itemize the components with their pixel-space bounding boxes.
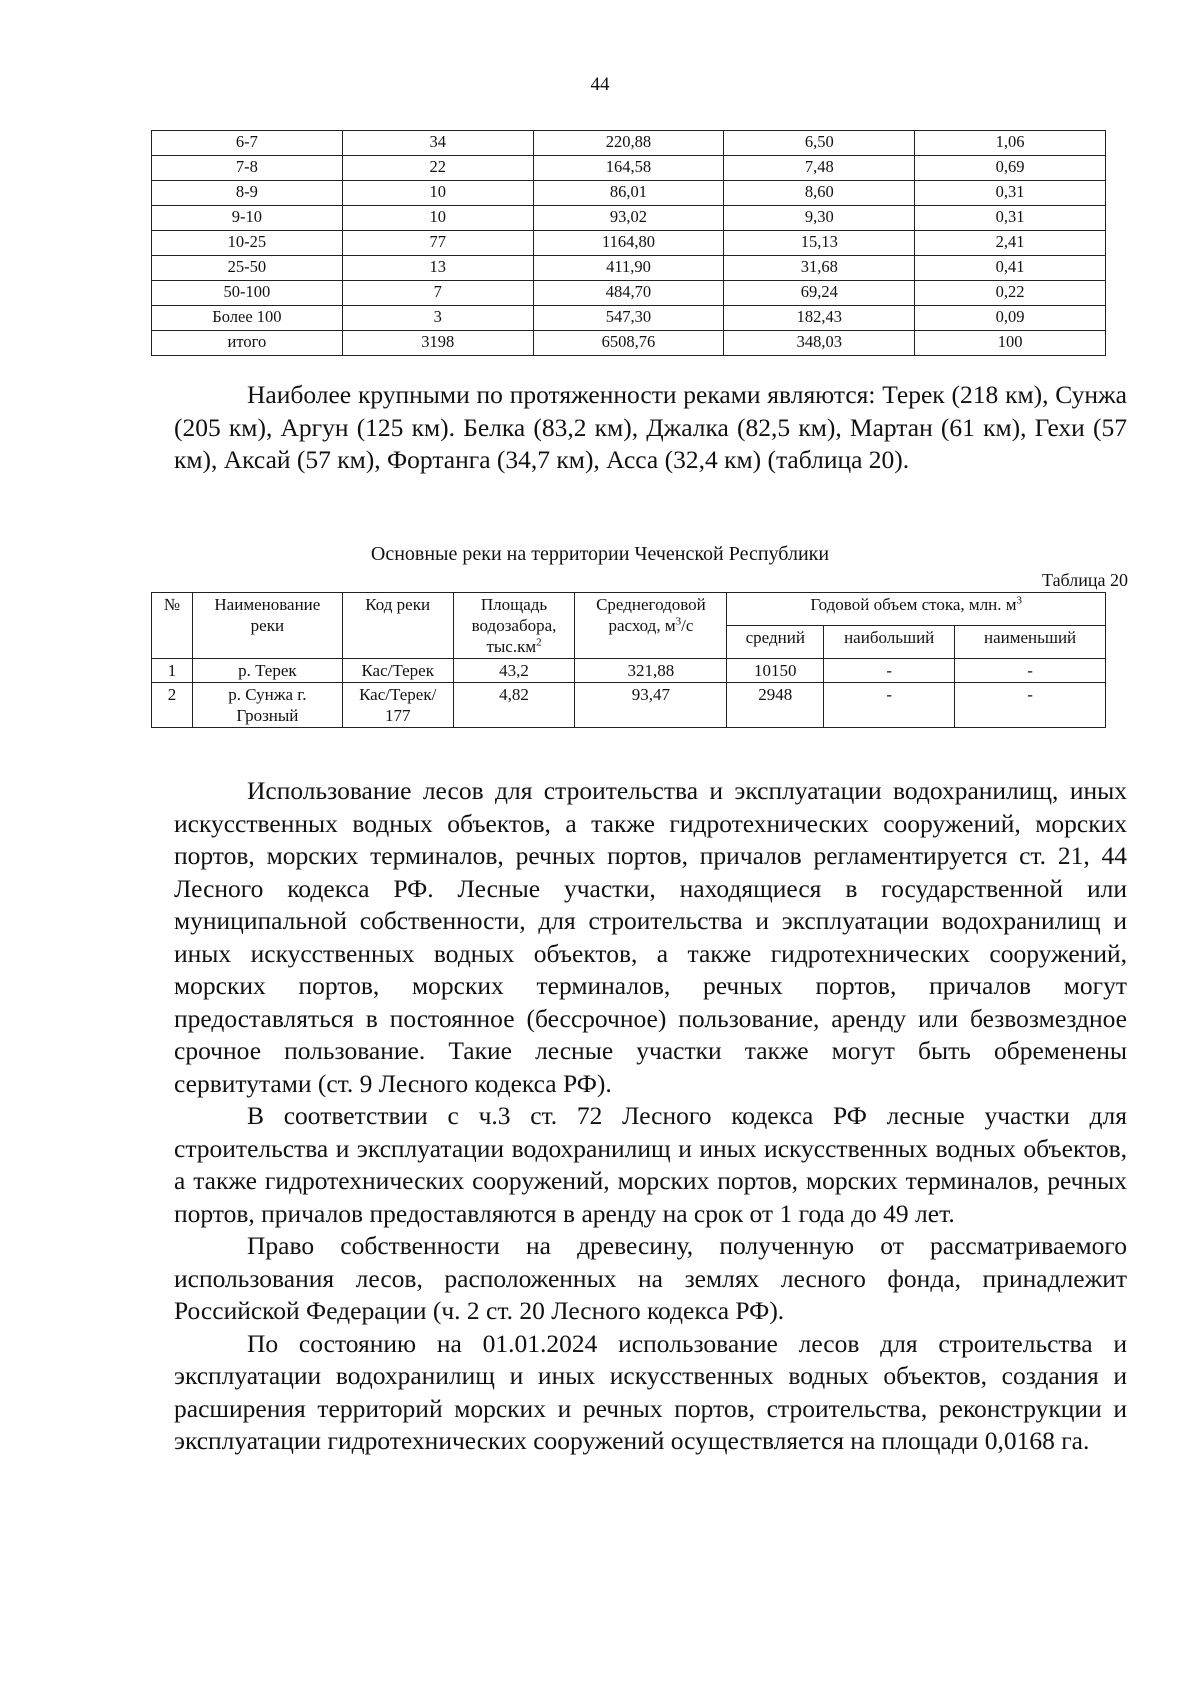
header-min: наименьший — [955, 626, 1106, 659]
table-cell: 348,03 — [724, 331, 915, 356]
cell-num: 1 — [152, 659, 193, 683]
table-row — [152, 131, 1106, 156]
table-cell: 547,30 — [533, 306, 724, 331]
table-cell: 0,09 — [915, 306, 1106, 331]
body-paragraph: Использование лесов для строительства и эксплуатации водохранилищ, иных искусственных водных объектов, а также гидротехнических сооружений, морских портов, морских терминалов, речных портов, причалов регламентируется ст. 21, 44 Лесного кодекса РФ. Лесные участки, находящиеся в государственной или муниципальной собственности, для строительства и эксплуатации водохранилищ и иных искусственных водных объектов, а также гидротехнических сооружений, морских портов, морских терминалов, речных портов, причалов могут предоставляться в постоянное (бессрочное) пользование, аренду или безвозмездное срочное пользование. Такие лесные участки также могут быть обременены сервитутами (ст. 9 Лесного кодекса РФ). — [174, 776, 1127, 1098]
table-cell: 164,58 — [533, 156, 724, 181]
table-cell: 10 — [342, 181, 533, 206]
header-avg: средний — [727, 626, 824, 659]
rivers-paragraph-block — [174, 379, 1127, 477]
table-row — [152, 181, 1106, 206]
cell-name: р. Терек — [192, 659, 342, 683]
cell-max: - — [824, 659, 955, 683]
table-row — [152, 683, 1106, 728]
cell-avg: 10150 — [727, 659, 824, 683]
table-cell: 9,30 — [724, 206, 915, 231]
cell-flow: 321,88 — [575, 659, 727, 683]
table-cell: 7-8 — [152, 156, 343, 181]
table-cell: 0,69 — [915, 156, 1106, 181]
table-cell: 3 — [342, 306, 533, 331]
cell-avg: 2948 — [727, 683, 824, 728]
body-paragraph: По состоянию на 01.01.2024 использование лесов для строительства и эксплуатации водохранилищ и иных искусственных водных объектов, создания и расширения территорий морских и речных портов, строительства, реконструкции и эксплуатации гидротехнических сооружений осуществляется на площади 0,0168 га. — [174, 1328, 1127, 1455]
table-row — [152, 659, 1106, 683]
body-paragraph: В соответствии с ч.3 ст. 72 Лесного кодекса РФ лесные участки для строительства и эксплуатации водохранилищ и иных искусственных водных объектов, а также гидротехнических сооружений, морских портов, морских терминалов, речных портов, причалов предоставляются в аренду на срок от 1 года до 49 лет. — [174, 1101, 1127, 1228]
table-cell: 484,70 — [533, 281, 724, 306]
table-cell: 100 — [915, 331, 1106, 356]
cell-max: - — [824, 683, 955, 728]
cell-num: 2 — [152, 683, 193, 728]
table-row — [152, 156, 1106, 181]
river-length-distribution-table — [151, 130, 1106, 356]
table-cell: 10-25 — [152, 231, 343, 256]
cell-min: - — [955, 683, 1106, 728]
table-cell: 77 — [342, 231, 533, 256]
table-cell: 10 — [342, 206, 533, 231]
table-cell: 6,50 — [724, 131, 915, 156]
table-cell: 50-100 — [152, 281, 343, 306]
body-paragraph: Право собственности на древесину, полученную от рассматриваемого использования лесов, расположенных на землях лесного фонда, принадлежит Российской Федерации (ч. 2 ст. 20 Лесного кодекса РФ). — [174, 1231, 1127, 1325]
cell-name: р. Сунжа г. Грозный — [192, 683, 342, 728]
cell-flow: 93,47 — [575, 683, 727, 728]
table-cell: 34 — [342, 131, 533, 156]
largest-rivers-paragraph: Наиболее крупными по протяженности реками являются: Терек (218 км), Сунжа (205 км), Аргун (125 км). Белка (83,2 км), Джалка (82,5 км), Мартан (61 км), Гехи (57 км), Аксай (57 км), Фортанга (34,7 км), Асса (32,4 км) (таблица 20). — [174, 380, 1127, 474]
table-cell: 9-10 — [152, 206, 343, 231]
main-text — [174, 775, 1127, 1458]
table-row — [152, 256, 1106, 281]
table-cell: 93,02 — [533, 206, 724, 231]
table-row — [152, 281, 1106, 306]
table-cell: 69,24 — [724, 281, 915, 306]
cell-code: Кас/Терек — [342, 659, 453, 683]
table-cell: 6508,76 — [533, 331, 724, 356]
cell-area: 4,82 — [453, 683, 575, 728]
table-cell: 13 — [342, 256, 533, 281]
table-cell: итого — [152, 331, 343, 356]
table-cell: 7,48 — [724, 156, 915, 181]
header-name: Наименование реки — [192, 593, 342, 659]
table-row — [152, 331, 1106, 356]
table-cell: 8-9 — [152, 181, 343, 206]
table-cell: 22 — [342, 156, 533, 181]
table-cell: 220,88 — [533, 131, 724, 156]
table-cell: 1164,80 — [533, 231, 724, 256]
table-cell: 182,43 — [724, 306, 915, 331]
header-row — [152, 593, 1106, 626]
table-cell: 31,68 — [724, 256, 915, 281]
table-cell: 6-7 — [152, 131, 343, 156]
table-row — [152, 206, 1106, 231]
table-cell: 0,22 — [915, 281, 1106, 306]
main-rivers-table — [151, 592, 1106, 728]
distribution-table-body — [152, 131, 1106, 356]
cell-area: 43,2 — [453, 659, 575, 683]
header-code: Код реки — [342, 593, 453, 659]
header-area: Площадь водозабора, $тыс.км^2$ — [453, 593, 575, 659]
table-cell: 2,41 — [915, 231, 1106, 256]
table-caption: Основные реки на территории Чеченской Республики — [370, 543, 830, 565]
table-cell: 25-50 — [152, 256, 343, 281]
table-cell: 411,90 — [533, 256, 724, 281]
table-cell: Более 100 — [152, 306, 343, 331]
table-row — [152, 306, 1106, 331]
cell-min: - — [955, 659, 1106, 683]
table-row — [152, 231, 1106, 256]
table-cell: 8,60 — [724, 181, 915, 206]
header-flow: Среднегодовой расход, $м^3/с$ — [575, 593, 727, 659]
table-label: Таблица 20 — [1042, 570, 1128, 590]
table-cell: 0,31 — [915, 206, 1106, 231]
rivers-table-body — [152, 659, 1106, 728]
table-cell: 0,31 — [915, 181, 1106, 206]
table-cell: 7 — [342, 281, 533, 306]
page-number: 44 — [590, 74, 610, 95]
table-cell: 1,06 — [915, 131, 1106, 156]
header-num: № — [152, 593, 193, 659]
table-cell: 15,13 — [724, 231, 915, 256]
header-volume: Годовой объем стока, млн. $м^3$ — [727, 593, 1106, 626]
header-max: наибольший — [824, 626, 955, 659]
table-cell: 0,41 — [915, 256, 1106, 281]
table-cell: 86,01 — [533, 181, 724, 206]
cell-code: Кас/Терек/ 177 — [342, 683, 453, 728]
table-cell: 3198 — [342, 331, 533, 356]
